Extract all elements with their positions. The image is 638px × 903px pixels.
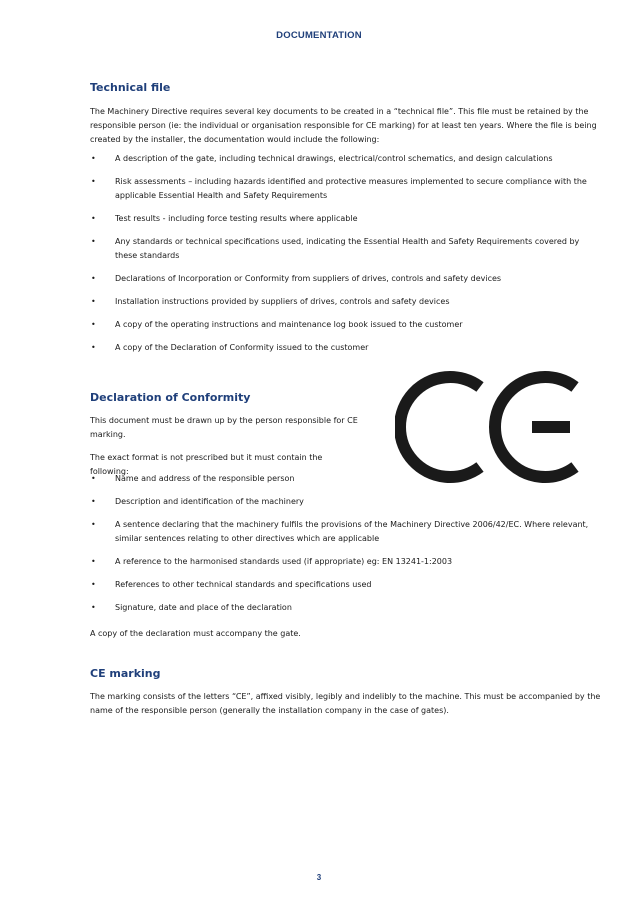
list-item: • Installation instructions provided by suppliers of drives, controls and safety devices xyxy=(90,295,602,309)
ce-marking-text: The marking consists of the letters “CE”, affixed visibly, legibly and indelibly to the machine. This must be accompanied by the name of the responsible person (generally the installation company in the case of gates). xyxy=(90,692,601,715)
declaration-footer: A copy of the declaration must accompany the gate. xyxy=(90,629,301,638)
declaration-list xyxy=(90,472,602,624)
bullet-icon: • xyxy=(91,603,96,612)
declaration-para: The exact format is not prescribed but it must contain the following: xyxy=(90,453,323,476)
bullet-icon: • xyxy=(91,297,96,306)
list-item: • Name and address of the responsible person xyxy=(90,472,602,486)
bullet-icon: • xyxy=(91,580,96,589)
list-item: • Declarations of Incorporation or Conformity from suppliers of drives, controls and safety devices xyxy=(90,272,602,286)
bullet-icon: • xyxy=(91,474,96,483)
list-item: • Signature, date and place of the declaration xyxy=(90,601,602,615)
bullet-icon: • xyxy=(91,520,96,529)
bullet-icon: • xyxy=(91,154,96,163)
list-item: • A copy of the operating instructions and maintenance log book issued to the customer xyxy=(90,318,602,332)
technical-file-heading: Technical file xyxy=(90,81,171,94)
declaration-para: This document must be drawn up by the person responsible for CE marking. xyxy=(90,416,358,439)
list-item: • Any standards or technical specifications used, indicating the Essential Health and Safety Requirements covered by these standards xyxy=(91,237,580,260)
list-item: • A sentence declaring that the machinery fulfils the provisions of the Machinery Directive 2006/42/EC. Where relevant, similar sentences relating to other directives which are applicable xyxy=(91,520,589,543)
bullet-icon: • xyxy=(91,237,96,246)
ce-letter-e-bar xyxy=(532,421,570,433)
list-item: • Risk assessments – including hazards identified and protective measures implemented to secure compliance with the applicable Essential Health and Safety Requirements xyxy=(91,177,587,200)
list-item: • A copy of the Declaration of Conformity issued to the customer xyxy=(90,341,602,355)
ce-marking-heading: CE marking xyxy=(90,667,161,680)
declaration-heading: Declaration of Conformity xyxy=(90,391,251,404)
bullet-icon: • xyxy=(91,320,96,329)
bullet-icon: • xyxy=(91,557,96,566)
list-item: • A reference to the harmonised standards used (if appropriate) eg: EN 13241-1:2003 xyxy=(90,555,602,569)
list-item: • Test results - including force testing results where applicable xyxy=(90,212,602,226)
bullet-icon: • xyxy=(91,343,96,352)
technical-file-list xyxy=(90,152,602,364)
bullet-icon: • xyxy=(91,274,96,283)
list-item: • References to other technical standards and specifications used xyxy=(90,578,602,592)
bullet-icon: • xyxy=(91,177,96,186)
page-header: DOCUMENTATION xyxy=(276,30,362,41)
list-item: • A description of the gate, including technical drawings, electrical/control schematics, and design calculations xyxy=(90,152,602,166)
ce-mark-logo xyxy=(395,367,590,487)
ce-letter-c xyxy=(400,377,480,477)
technical-file-intro: The Machinery Directive requires several key documents to be created in a “technical file”. This file must be retained by the responsible person (ie: the individual or organisation responsible for CE marking) for at least ten years. Where the file is being created by the installer, the documentation would include the following: xyxy=(90,107,597,144)
page-number: 3 xyxy=(316,873,322,882)
bullet-icon: • xyxy=(91,214,96,223)
bullet-icon: • xyxy=(91,497,96,506)
list-item: • Description and identification of the machinery xyxy=(90,495,602,509)
